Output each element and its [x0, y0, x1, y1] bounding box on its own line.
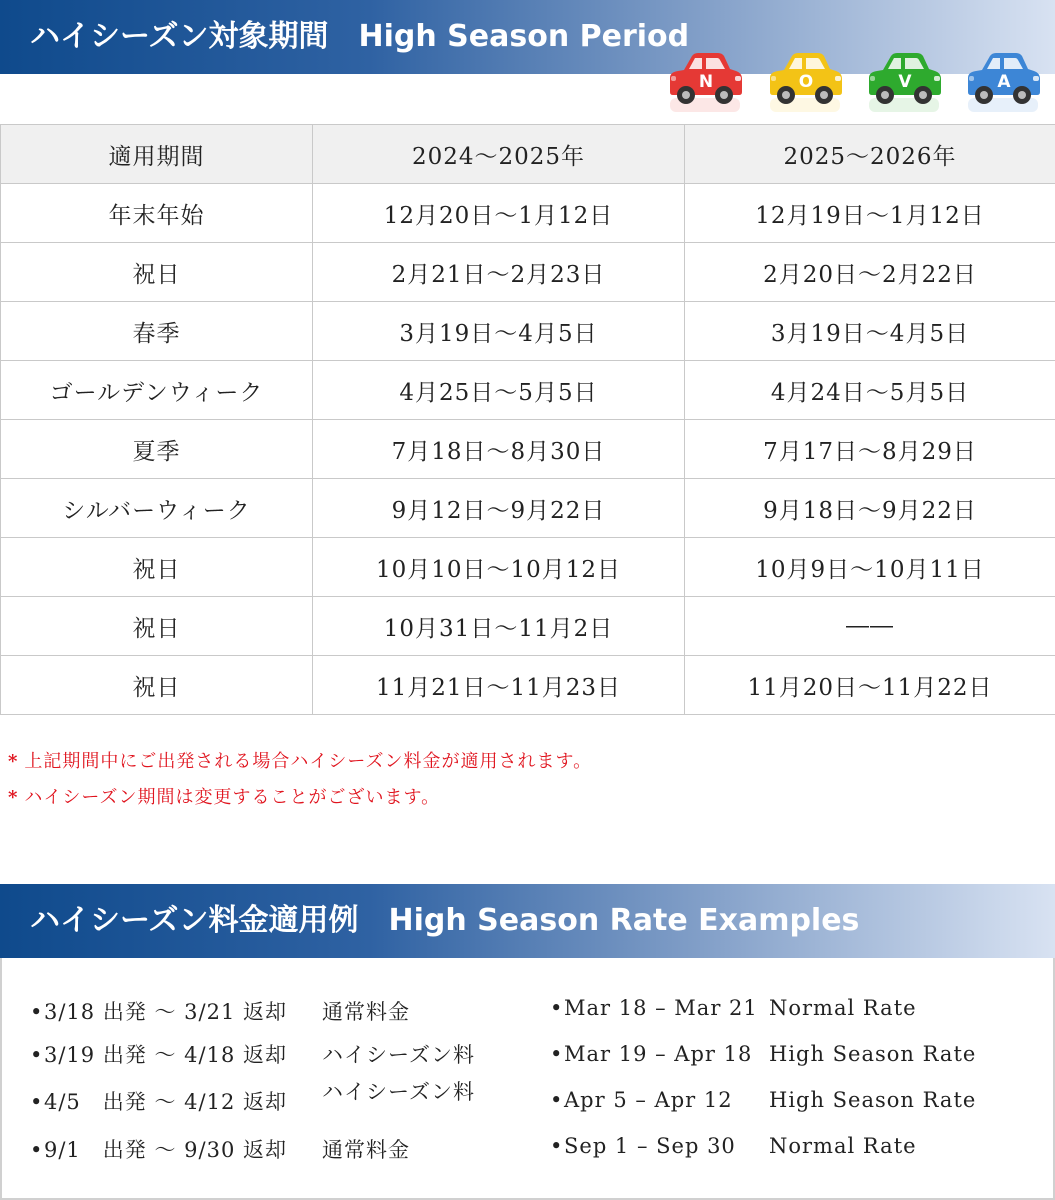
table-row [1, 184, 1055, 243]
example-rate: ハイシーズン料 [322, 1043, 475, 1067]
example-item-jp [30, 1134, 410, 1164]
logo-letter: O [798, 72, 814, 92]
period-dates-2024: 4月25日～5月5日 [313, 361, 685, 420]
bullet: • [30, 1000, 44, 1024]
period-name: 夏季 [1, 420, 313, 479]
period-dates-2025: 3月19日～4月5日 [685, 302, 1055, 361]
note-item [8, 744, 592, 780]
period-dates-2025: 12月19日～1月12日 [685, 184, 1055, 243]
note-text: ハイシーズン期間は変更することがございます。 [24, 787, 441, 808]
table-row [1, 479, 1055, 538]
period-dates-2025: 2月20日～2月22日 [685, 243, 1055, 302]
period-dates-2024: 10月10日～10月12日 [313, 538, 685, 597]
example-range: Apr 5 – Apr 12 [564, 1088, 733, 1112]
section-banner-rate-examples [0, 884, 1055, 958]
example-item-jp [30, 1080, 475, 1116]
period-name: シルバーウィーク [1, 479, 313, 538]
car-icon-o [764, 48, 846, 116]
note-marker: * [8, 787, 19, 808]
example-rate: ハイシーズン料 [322, 1080, 475, 1104]
period-dates-2025: 9月18日～9月22日 [685, 479, 1055, 538]
logo-letter: A [997, 72, 1011, 92]
note-item [8, 780, 592, 816]
bullet: • [550, 1042, 564, 1066]
period-dates-2024: 12月20日～1月12日 [313, 184, 685, 243]
period-dates-2024: 2月21日～2月23日 [313, 243, 685, 302]
bullet: • [550, 1134, 564, 1158]
rate-examples-box [0, 958, 1055, 1200]
period-name: 年末年始 [1, 184, 313, 243]
table-row [1, 243, 1055, 302]
period-name: 祝日 [1, 656, 313, 715]
banner-title-jp: ハイシーズン対象期間 [30, 19, 329, 54]
period-dates-2025: 11月20日～11月22日 [685, 656, 1055, 715]
table-header-row [1, 125, 1055, 184]
example-range: 3/19 出発 ～ 4/18 返却 [44, 1043, 288, 1067]
note-marker: * [8, 751, 19, 772]
example-range: Sep 1 – Sep 30 [564, 1134, 736, 1158]
example-range: 4/5 出発 ～ 4/12 返却 [44, 1090, 287, 1114]
banner-title-en: High Season Rate Examples [388, 903, 860, 938]
example-range: Mar 19 – Apr 18 [564, 1042, 753, 1066]
car-icon-v [863, 48, 945, 116]
example-item-en [550, 1088, 976, 1112]
header-year-2024-2025: 2024～2025年 [313, 125, 685, 184]
example-rate: 通常料金 [322, 1000, 410, 1024]
banner-title-jp: ハイシーズン料金適用例 [30, 903, 359, 938]
period-dates-2025: 4月24日～5月5日 [685, 361, 1055, 420]
example-rate: High Season Rate [769, 1042, 977, 1066]
period-dates-2024: 7月18日～8月30日 [313, 420, 685, 479]
header-year-2025-2026: 2025～2026年 [685, 125, 1055, 184]
example-rate: 通常料金 [322, 1138, 410, 1162]
bullet: • [30, 1043, 44, 1067]
example-rate: High Season Rate [769, 1088, 977, 1112]
period-dates-2024: 11月21日～11月23日 [313, 656, 685, 715]
period-dates-2024: 9月12日～9月22日 [313, 479, 685, 538]
period-dates-2024: 10月31日～11月2日 [313, 597, 685, 656]
table-row [1, 597, 1055, 656]
notes [8, 744, 592, 816]
example-range: Mar 18 – Mar 21 [564, 996, 758, 1020]
example-rate: Normal Rate [769, 1134, 917, 1158]
table-row [1, 656, 1055, 715]
table-row [1, 302, 1055, 361]
note-text: 上記期間中にご出発される場合ハイシーズン料金が適用されます。 [24, 751, 593, 772]
example-item-en [550, 1042, 976, 1066]
header-period-type: 適用期間 [1, 125, 313, 184]
bullet: • [30, 1090, 44, 1114]
period-name: 春季 [1, 302, 313, 361]
car-icon-n [664, 48, 746, 116]
table-row [1, 420, 1055, 479]
bullet: • [550, 1088, 564, 1112]
period-dates-2025: 10月9日～10月11日 [685, 538, 1055, 597]
period-name: 祝日 [1, 597, 313, 656]
car-icon-a [962, 48, 1044, 116]
example-range: 9/1 出発 ～ 9/30 返却 [44, 1138, 287, 1162]
period-dates-2025: 7月17日～8月29日 [685, 420, 1055, 479]
bullet: • [30, 1138, 44, 1162]
period-name: 祝日 [1, 243, 313, 302]
logo-letter: N [698, 72, 714, 92]
nova-car-logo [664, 48, 1049, 116]
example-item-en [550, 996, 917, 1020]
example-rate: Normal Rate [769, 996, 917, 1020]
period-name: 祝日 [1, 538, 313, 597]
table-row [1, 361, 1055, 420]
banner-title-en: High Season Period [358, 19, 690, 54]
example-range: 3/18 出発 ～ 3/21 返却 [44, 1000, 288, 1024]
example-item-en [550, 1134, 917, 1158]
example-item-jp [30, 996, 410, 1026]
logo-letter: V [898, 72, 912, 92]
example-item-jp [30, 1039, 475, 1069]
period-dates-2025: ―― [685, 597, 1055, 656]
high-season-period-table [0, 124, 1055, 715]
period-name: ゴールデンウィーク [1, 361, 313, 420]
table-row [1, 538, 1055, 597]
bullet: • [550, 996, 564, 1020]
period-dates-2024: 3月19日～4月5日 [313, 302, 685, 361]
